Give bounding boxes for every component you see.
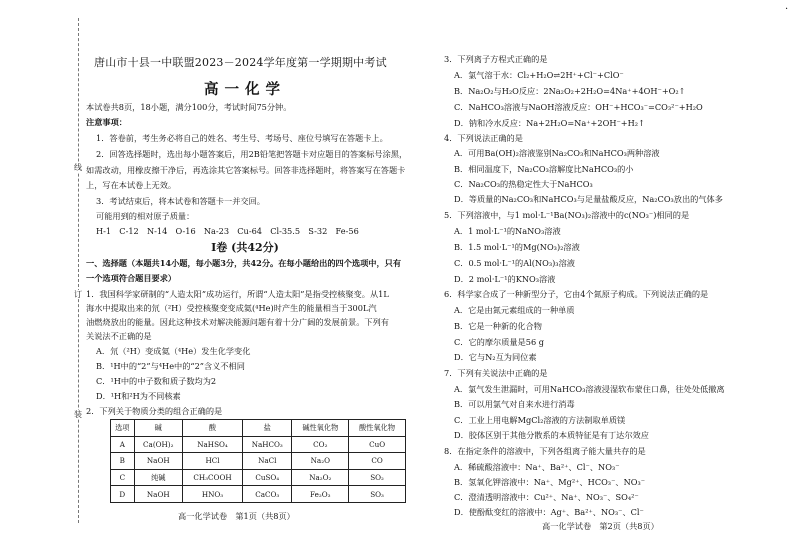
question-8-option-a: A．稀硫酸溶液中：Na⁺、Ba²⁺、Cl⁻、NO₃⁻	[454, 462, 620, 472]
question-8-stem: 8．在指定条件的溶液中，下列各组离子能大量共存的是	[444, 446, 646, 456]
classification-table	[110, 419, 406, 503]
table-cell: B	[111, 453, 135, 470]
table-cell: CaCO₃	[243, 486, 292, 503]
cursor-marker-icon: ·	[785, 4, 789, 15]
question-4-stem: 4．下列说法正确的是	[444, 133, 523, 143]
table-cell: HCl	[182, 453, 242, 470]
question-1-option-d: D．¹H和²H为不同核素	[96, 391, 181, 401]
section-instructions: 一、选择题（本题共14小题，每小题3分，共42分。在每小题给出的四个选项中，只有	[86, 258, 402, 268]
table-cell: CO₂	[292, 436, 349, 453]
table-header: 酸	[182, 420, 242, 437]
table-row	[111, 486, 406, 503]
question-7-option-d: D．胶体区别于其他分散系的本质特征是有丁达尔效应	[454, 430, 649, 440]
exam-title: 唐山市十县一中联盟2023－2024学年度第一学期期中考试	[94, 56, 387, 69]
note-3: 3．考试结束后，将本试卷和答题卡一并交回。	[96, 196, 265, 206]
question-7-option-c: C．工业上用电解MgCl₂溶液的方法制取单质镁	[454, 415, 626, 425]
table-cell: NaCl	[243, 453, 292, 470]
table-cell: SO₃	[349, 486, 406, 503]
question-3-option-b: B．Na₂O₂与H₂O反应：2Na₂O₂+2H₂O=4Na⁺+4OH⁻+O₂↑	[454, 86, 686, 96]
note-2-end: 上，写在本试卷上无效。	[86, 180, 177, 190]
section-title: I卷 (共42分)	[211, 241, 279, 254]
question-7-option-b: B．可以用氯气对自来水进行消毒	[454, 399, 575, 409]
subject-title: 高一化学	[204, 81, 286, 98]
page-footer-1: 高一化学试卷 第1页（共8页）	[178, 511, 295, 521]
atomic-heading: 可能用到的相对原子质量：	[96, 211, 195, 221]
question-5-option-a: A．1 mol·L⁻¹的NaNO₃溶液	[454, 226, 561, 236]
table-cell: Na₂O	[292, 453, 349, 470]
table-cell: CuO	[349, 436, 406, 453]
table-cell: NaOH	[134, 486, 182, 503]
question-3-option-a: A．氯气溶于水：Cl₂+H₂O⇌2H⁺+Cl⁻+ClO⁻	[454, 70, 624, 80]
question-7-option-a: A．氯气发生泄漏时，可用NaHCO₃溶液浸湿软布蒙住口鼻，往处处低撤离	[454, 384, 725, 394]
question-8-option-c: C．澄清透明溶液中：Cu²⁺、Na⁺、NO₃⁻、SO₄²⁻	[454, 492, 639, 502]
question-1-option-c: C．¹H中的中子数和质子数均为2	[96, 376, 217, 386]
table-header: 碱性氧化物	[292, 420, 349, 437]
question-8-option-b: B．氢氧化钾溶液中：Na⁺、Mg²⁺、HCO₃⁻、NO₃⁻	[454, 477, 646, 487]
table-cell: NaHCO₃	[243, 436, 292, 453]
table-cell: 纯碱	[134, 469, 182, 486]
question-7-stem: 7．下列有关说法中正确的是	[444, 368, 548, 378]
question-1-option-b: B．¹H中的“2”与⁴He中的“2”含义不相同	[96, 361, 245, 371]
table-row	[111, 436, 406, 453]
question-1-stem-2: 海水中提取出来的氘（²H）受控核聚变变成氦(⁴He)时产生的能量相当于300L汽	[86, 303, 377, 313]
question-3-stem: 3．下列离子方程式正确的是	[444, 54, 548, 64]
question-1-stem-3: 油燃烧放出的能量。因此这种技术对解决能源问题有着十分广阔的发展前景。下列有	[86, 317, 389, 327]
margin-mark-line: 线	[74, 163, 82, 172]
note-1: 1．答卷前，考生务必将自己的姓名、考生号、考场号、座位号填写在答题卡上。	[96, 133, 388, 143]
question-1-stem: 1．我国科学家研制的“人造太阳”成功运行，所谓“人造太阳”是指受控核聚变。从1L	[86, 289, 389, 299]
table-cell: C	[111, 469, 135, 486]
table-header: 盐	[243, 420, 292, 437]
table-cell: Na₂O₂	[292, 469, 349, 486]
table-cell: CH₃COOH	[182, 469, 242, 486]
question-5-stem: 5．下列溶液中，与1 mol·L⁻¹Ba(NO₃)₂溶液中的c(NO₃⁻)相同的是	[444, 210, 690, 220]
question-6-option-b: B．它是一种新的化合物	[454, 321, 542, 331]
margin-mark-bind: 装	[74, 410, 82, 419]
note-2-cont: 如需改动，用橡皮擦干净后，再选涂其它答案标号。回答非选择题时，将答案写在答题卡	[86, 165, 406, 175]
note-2: 2．回答选择题时，选出每小题答案后，用2B铅笔把答题卡对应题目的答案标号涂黑，	[96, 149, 408, 159]
question-8-option-d: D．使酚酞变红的溶液中：Ag⁺、Ba²⁺、NO₃⁻、Cl⁻	[454, 507, 644, 517]
question-6-option-c: C．它的摩尔质量是56 g	[454, 337, 545, 347]
question-4-option-a: A．可用Ba(OH)₂溶液鉴别Na₂CO₃和NaHCO₃两种溶液	[454, 148, 660, 158]
table-cell: SO₂	[349, 469, 406, 486]
table-cell: Ca(OH)₂	[134, 436, 182, 453]
question-3-option-c: C．NaHCO₃溶液与NaOH溶液反应：OH⁻+HCO₃⁻=CO₃²⁻+H₂O	[454, 102, 703, 112]
question-5-option-b: B．1.5 mol·L⁻¹的Mg(NO₃)₂溶液	[454, 242, 580, 252]
exam-intro: 本试卷共8页，18小题，满分100分，考试时间75分钟。	[86, 102, 292, 112]
binding-margin	[0, 0, 86, 547]
question-4-option-c: C．Na₂CO₃的热稳定性大于NaHCO₃	[454, 179, 593, 189]
question-4-option-d: D．等质量的Na₂CO₃和NaHCO₃与足量盐酸反应，Na₂CO₃放出的气体多	[454, 194, 723, 204]
question-3-option-d: D．钠和冷水反应：Na+2H₂O=Na⁺+2OH⁻+H₂↑	[454, 118, 645, 128]
table-header: 选项	[111, 420, 135, 437]
question-5-option-c: C．0.5 mol·L⁻¹的Al(NO₃)₃溶液	[454, 258, 575, 268]
table-cell: Fe₂O₃	[292, 486, 349, 503]
table-cell: A	[111, 436, 135, 453]
section-instructions-cont: 一个选项符合题目要求）	[86, 273, 177, 283]
table-cell: NaHSO₄	[182, 436, 242, 453]
question-2-stem: 2．下列关于物质分类的组合正确的是	[86, 406, 223, 416]
question-6-option-d: D．它与N₂互为同位素	[454, 352, 537, 362]
margin-mark-order: 订	[74, 290, 82, 299]
atomic-masses: H-1 C-12 N-14 O-16 Na-23 Cu-64 Cl-35.5 S-32 Fe-56	[96, 226, 359, 236]
table-row	[111, 453, 406, 470]
notes-heading: 注意事项：	[86, 117, 127, 127]
question-6-option-a: A．它是由氮元素组成的一种单质	[454, 305, 575, 315]
question-5-option-d: D．2 mol·L⁻¹的KNO₃溶液	[454, 274, 556, 284]
table-header: 碱	[134, 420, 182, 437]
table-row	[111, 469, 406, 486]
question-1-stem-4: 关说法不正确的是	[86, 331, 152, 341]
page-footer-2: 高一化学试卷 第2页（共8页）	[542, 521, 659, 531]
table-cell: D	[111, 486, 135, 503]
table-cell: CO	[349, 453, 406, 470]
question-6-stem: 6．科学家合成了一种新型分子，它由4个氮原子构成。下列说法正确的是	[444, 289, 709, 299]
table-header-row	[111, 420, 406, 437]
cut-line	[78, 18, 79, 523]
table-cell: CuSO₄	[243, 469, 292, 486]
table-cell: NaOH	[134, 453, 182, 470]
table-cell: HNO₃	[182, 486, 242, 503]
question-1-option-a: A．氘（²H）变成氦（⁴He）发生化学变化	[96, 346, 251, 356]
question-4-option-b: B．相同温度下，Na₂CO₃溶解度比NaHCO₃的小	[454, 164, 634, 174]
table-header: 酸性氧化物	[349, 420, 406, 437]
